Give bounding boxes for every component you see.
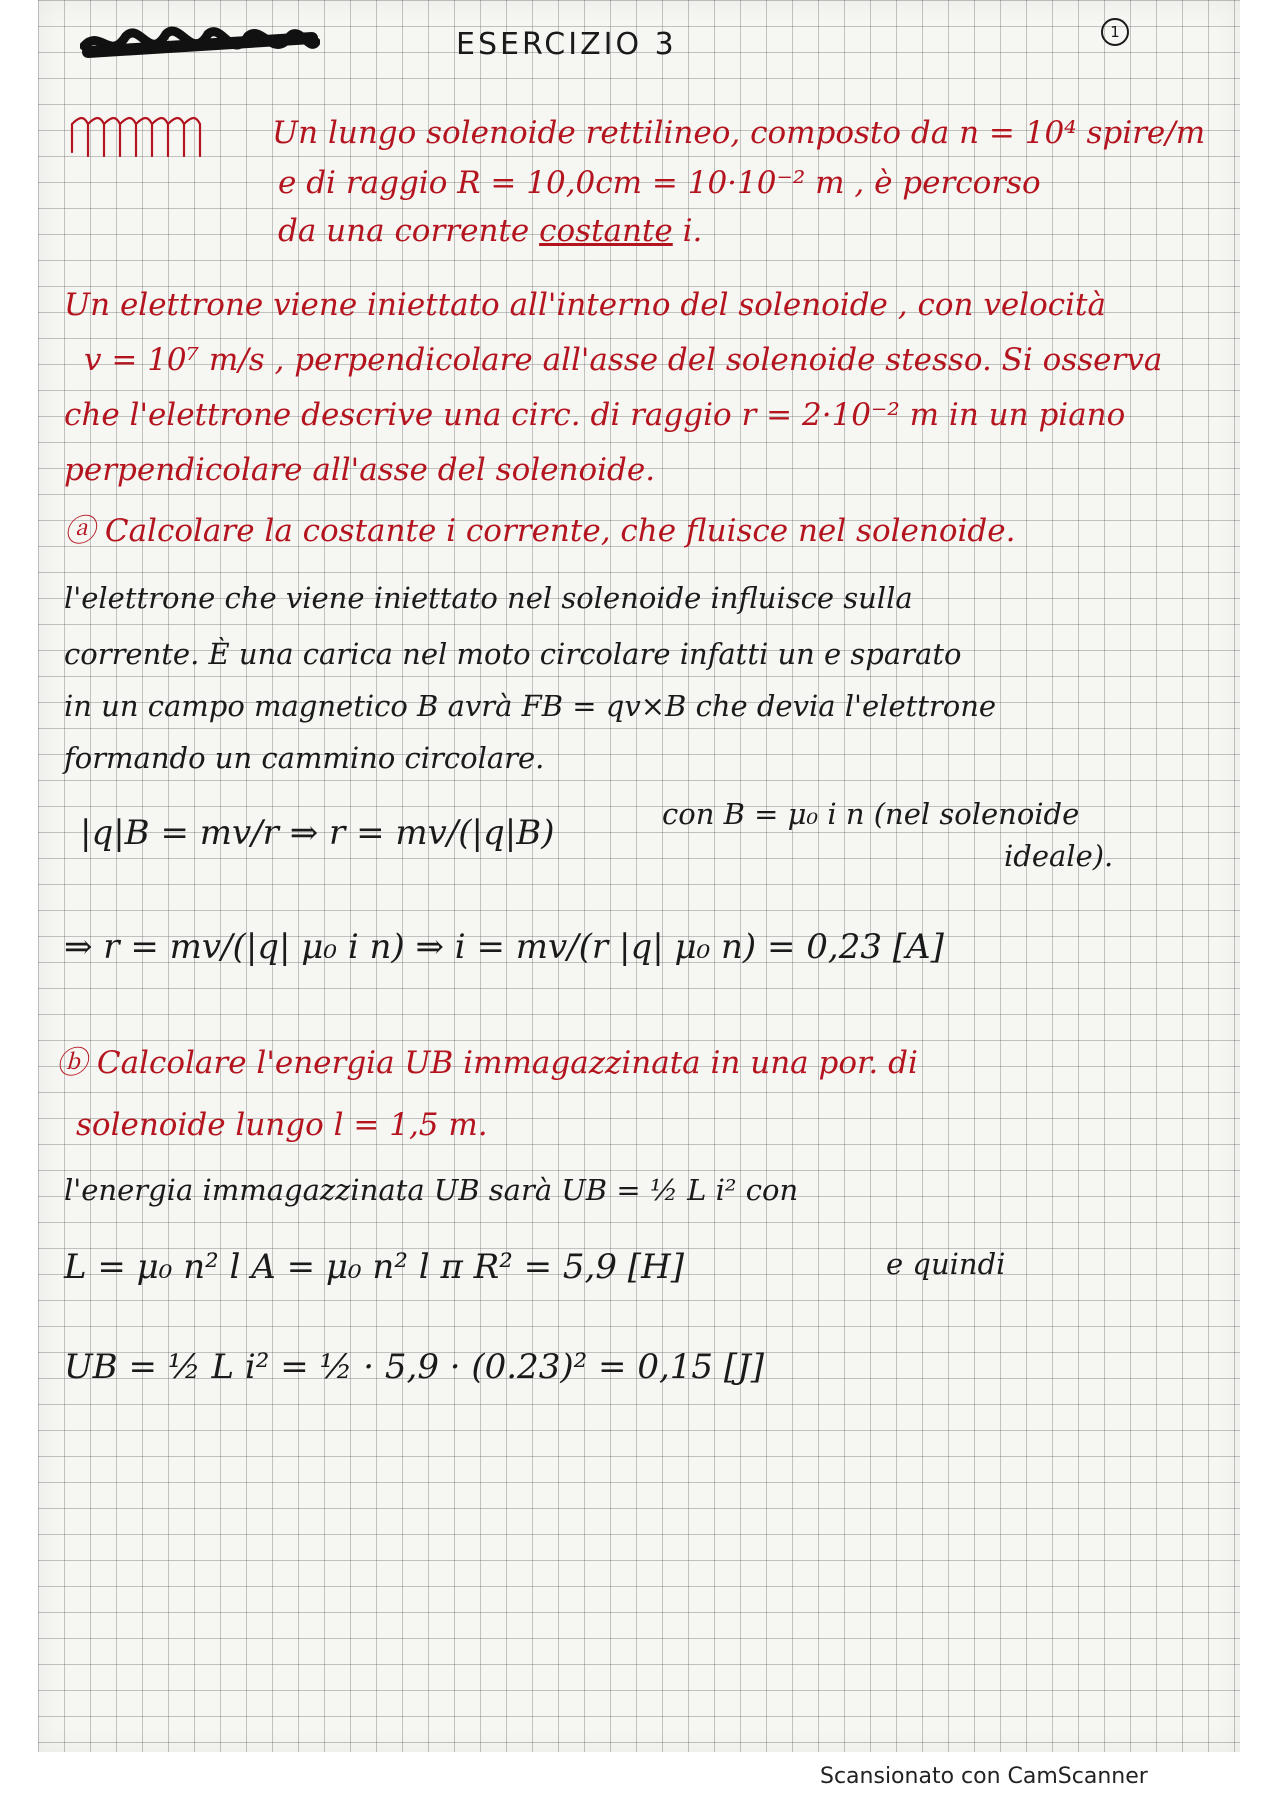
part-b-equation-U: UB = ½ L i² = ½ · 5,9 · (0.23)² = 0,15 [J] (64, 1347, 765, 1387)
part-a-text-3: in un campo magnetico B avrà FB = qv×B che devia l'elettrone (64, 689, 997, 723)
part-b-equation-L: L = μ₀ n² l A = μ₀ n² l π R² = 5,9 [H] (64, 1247, 684, 1287)
page-number: 1 (1101, 18, 1129, 46)
part-a-text-4: formando un cammino circolare. (64, 741, 545, 775)
problem-line-5: v = 10⁷ m/s , perpendicolare all'asse del solenoide stesso. Si osserva (84, 342, 1163, 378)
notebook-page (38, 0, 1240, 1752)
part-a-equation-1: |q|B = mv/r ⇒ r = mv/(|q|B) (80, 813, 555, 853)
problem-line-3 (278, 213, 703, 249)
crossed-out-scribble (80, 22, 320, 66)
problem-line-7: perpendicolare all'asse del solenoide. (64, 452, 656, 488)
part-a-equation-1-note: con B = μ₀ i n (nel solenoide (662, 797, 1080, 831)
scanner-watermark: Scansionato con CamScanner (820, 1764, 1148, 1789)
problem-line-3-suffix: i. (682, 213, 703, 249)
problem-emphasis-costante: costante (539, 213, 673, 249)
problem-line-3-prefix: da una corrente (278, 213, 530, 249)
part-b-text-1: l'energia immagazzinata UB sarà UB = ½ L i² con (64, 1173, 799, 1207)
part-a-equation-1-note-cont: ideale). (1004, 839, 1114, 873)
solenoid-sketch-icon (66, 112, 216, 168)
page-title: ESERCIZIO 3 (456, 27, 677, 62)
part-b-equation-L-suffix: e quindi (886, 1247, 1006, 1281)
part-a-question: ⓐ Calcolare la costante i corrente, che fluisce nel solenoide. (64, 513, 1016, 549)
part-a-equation-2: ⇒ r = mv/(|q| μ₀ i n) ⇒ i = mv/(r |q| μ₀ n) = 0,23 [A] (64, 927, 944, 967)
part-b-question-2: solenoide lungo l = 1,5 m. (76, 1107, 488, 1143)
part-b-question-1: ⓑ Calcolare l'energia UB immagazzinata in una por. di (56, 1045, 918, 1081)
problem-line-4: Un elettrone viene iniettato all'interno del solenoide , con velocità (64, 287, 1106, 323)
problem-line-6: che l'elettrone descrive una circ. di raggio r = 2·10⁻² m in un piano (64, 397, 1126, 433)
part-a-text-2: corrente. È una carica nel moto circolare infatti un e sparato (64, 637, 962, 671)
problem-line-2: e di raggio R = 10,0cm = 10·10⁻² m , è percorso (278, 165, 1041, 201)
part-a-text-1: l'elettrone che viene iniettato nel solenoide influisce sulla (64, 581, 913, 615)
problem-line-1: Un lungo solenoide rettilineo, composto da n = 10⁴ spire/m (272, 115, 1206, 151)
